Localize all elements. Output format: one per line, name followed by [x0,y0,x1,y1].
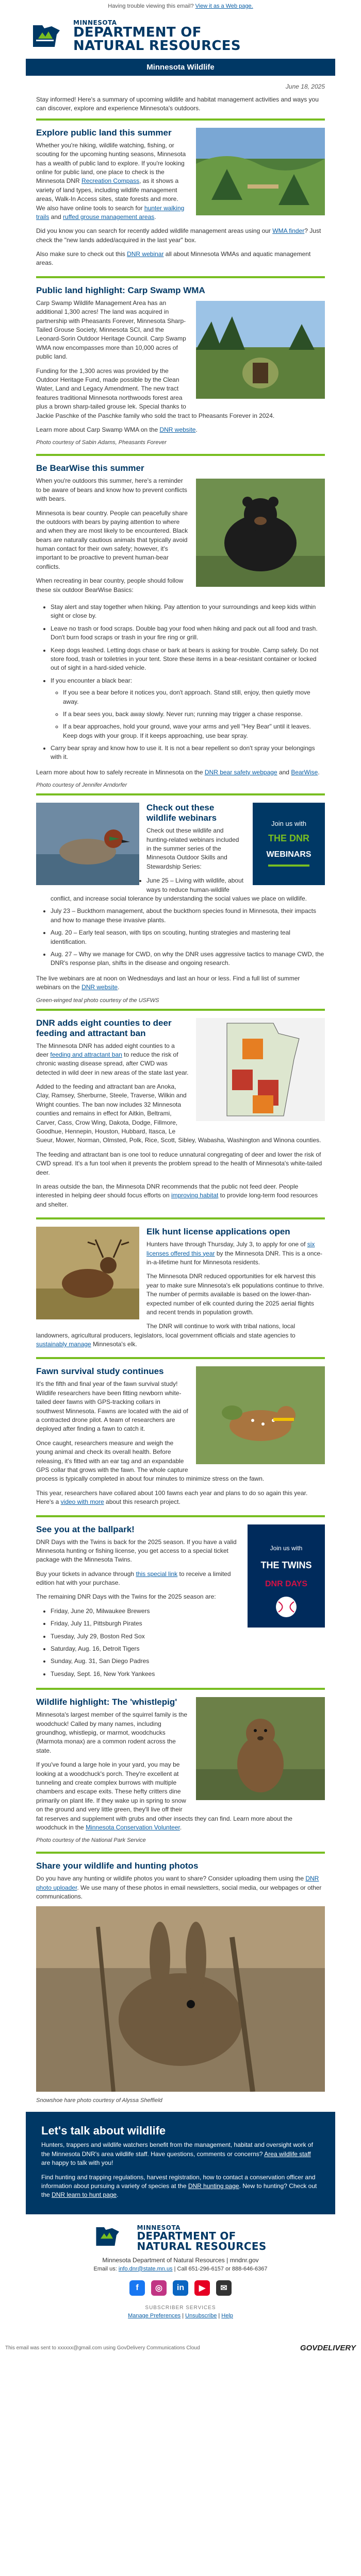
area-wildlife-staff-link[interactable]: Area wildlife staff [264,2150,311,2158]
text: In areas outside the ban, the Minnesota DNR recommends that the public not feed deer. People interested in helping deer should focus efforts on [36,1182,299,1199]
section-share-photos [36,1852,325,2104]
paragraph [36,227,325,245]
footer-org: Minnesota Department of Natural Resources | mndnr.gov [102,2256,259,2264]
snowshoe-hare-photo [36,1906,325,2094]
list-item: • Keep dogs leashed. Letting dogs chase or bark at bears is asking for trouble. Camp safely. Do not store food, trash or toiletries in your tent. Store these items in a bear-resistant container or locked out of sight in a hard-sided vehicle. [51,646,325,673]
list-item: • Tuesday, July 29, Boston Red Sox [51,1632,325,1641]
photo-uploader-link[interactable]: DNR photo uploader [36,1875,319,1891]
section-ballpark [36,1515,325,1685]
list-item: • Tuesday, Sept. 16, New York Yankees [51,1670,325,1679]
text: , as it shows a variety of land types, including wildlife management areas, Walk-In Access sites, state forests and more. We also have online tools to search for [36,177,179,212]
section-bearwise [36,454,325,788]
text: and [277,768,291,776]
paragraph [36,768,325,777]
facebook-icon[interactable]: f [129,2280,145,2296]
email-body [26,13,335,2340]
mn-state-logo-icon [31,23,67,49]
twins-promo[interactable] [248,1524,325,1630]
paragraph: When you're outdoors this summer, here's a reminder to be aware of bears and know how to prevent conflicts with bears. [36,477,187,503]
logo-line1: MINNESOTA [137,2224,181,2231]
dnr-hunting-page-link[interactable]: DNR hunting page [188,2182,239,2190]
manage-preferences-link[interactable]: Manage Preferences [128,2313,181,2319]
section-title: Explore public land this summer [36,127,172,138]
wma-finder-link[interactable]: WMA finder [272,227,305,235]
text: . [154,213,156,221]
photo-caption: Green-winged teal photo courtesy of the USFWS [36,997,159,1004]
footer-contact-line [26,2265,335,2274]
section-title: Be BearWise this summer [36,463,144,473]
paragraph: When recreating in bear country, people should follow these six outdoor BearWise Basics: [36,577,184,594]
section-deer-feeding [36,1009,325,1215]
twins-promo-line3: DNR DAYS [265,1579,308,1588]
text: This year, researchers have collared about 100 fawns each year and plans to do so again this year. Here's a [36,1489,308,1506]
paragraph [36,1322,325,1349]
mcv-link[interactable]: Minnesota Conservation Volunteer [86,1823,180,1831]
header-logo [26,13,335,59]
talk-about-wildlife [26,2112,335,2214]
bear-safety-link[interactable]: DNR bear safety webpage [204,768,277,776]
unsubscribe-link[interactable]: Unsubscribe [185,2313,217,2319]
text: . [195,426,198,433]
twins-ticket-link[interactable]: this special link [136,1570,178,1578]
text: Minnesota's elk. [91,1341,137,1348]
list-item: • Sunday, Aug. 31, San Diego Padres [51,1657,325,1666]
dnr-wordmark [73,20,241,53]
intro-text: Stay informed! Here's a summary of upcoming wildlife and habitat management activities and ways you can discover, explore and experience Minnesota's outdoors. [36,96,319,112]
text: The Minnesota DNR has added eight counties to a deer [36,1042,175,1058]
section-woodchuck [36,1688,325,1849]
help-link[interactable]: Help [221,2313,233,2319]
hunter-walking-trails-link[interactable]: hunter walking trails [36,204,185,221]
text: If you encounter a black bear: [51,676,133,684]
webinar-list [51,876,325,968]
logo-line3: NATURAL RESOURCES [73,38,241,54]
text: Email us: [93,2265,119,2272]
photo-caption: Snowshoe hare photo courtesy of Alyssa Sheffield [36,2097,162,2104]
paragraph: Minnesota is bear country. People can peacefully share the outdoors with bears by paying attention to where and when they are most likely to be encountered. Black bears are naturally cautious animals that typically avoid human contact for their own safety; however, it's important to be proactive to prevent human-bear conflicts. [36,509,188,570]
dnr-wordmark [137,2225,266,2251]
social-icons [26,2273,335,2303]
text: are happy to talk with you! [41,2159,113,2167]
text: Hunters have through Thursday, July 3, to apply for one of [146,1241,307,1248]
list-item [51,676,325,740]
section-title: Wildlife highlight: The 'whistlepig' [36,1697,177,1707]
elk-licenses-link[interactable]: six licenses offered this year [146,1241,315,1257]
text: The DNR will continue to work with tribal nations, local landowners, agricultural producers, legislators, local government officials and state agencies to [36,1323,296,1339]
paragraph: Once caught, researchers measure and weigh the young animal and check its overall health. Before releasing, it's fitted with an ear tag and an expandable GPS collar that grows with the fawn. The whole capture process is typically completed in about four minutes to minimize stress on the fawn. [36,1439,265,1483]
feeding-ban-link[interactable]: feeding and attractant ban [50,1050,122,1058]
text: . [179,1823,182,1831]
public-land-photo [196,128,325,218]
section-elk [36,1217,325,1354]
recreation-compass-link[interactable]: Recreation Compass [81,177,140,185]
promo-line: WEBINARS [266,850,311,859]
text: Learn more about Carp Swamp WMA on the [36,426,160,433]
view-web-link[interactable]: View it as a Web page. [195,3,253,9]
paragraph: The Minnesota DNR reduced opportunities for elk harvest this year to make sure Minnesota's elk populations continue to thrive. The number of permits available is based on the lower-than-expected number of elk counted during the 2025 aerial flights and recent trends in population growth. [146,1273,324,1316]
text: Buy your tickets in advance through [36,1570,136,1578]
learn-to-hunt-link[interactable]: DNR learn to hunt page [52,2191,117,2199]
list-item: • Saturday, Aug. 16, Detroit Tigers [51,1645,325,1653]
bearwise-list [51,603,325,762]
sustainably-manage-link[interactable]: sustainably manage [36,1341,91,1348]
paragraph [36,1182,325,1209]
text: Hunters, trappers and wildlife watchers benefit from the management, habitat and oversight work of the Minnesota DNR's area wildlife staff. Have questions, comments or concerns? [41,2141,313,2158]
govdelivery-logo: GOVDELIVERY [300,2344,356,2353]
promo-sub: THE DNR [268,833,309,844]
text: all about Minnesota WMAs and aquatic management areas. [36,250,311,267]
text: . New to hunting? Check out the [41,2182,317,2199]
preheader [0,0,361,13]
paragraph: The remaining DNR Days with the Twins for the 2025 season are: [36,1593,216,1601]
text: Whether you're hiking, wildlife watching, fishing, or scouting for the upcoming hunting seasons, Minnesota has a wealth of public land to explore. If you're looking online for public land, one place to check is the Minnesota DNR [36,141,186,185]
paragraph: Minnesota's largest member of the squirrel family is the woodchuck! Called by many names, including groundhog, whistlepig, or marmot, woodchucks (Marmota monax) are a common rodent across the state. [36,1711,188,1754]
youtube-icon[interactable]: ▶ [194,2280,210,2296]
ruffed-grouse-areas-link[interactable]: ruffed grouse management areas [63,213,155,221]
mn-state-logo-icon [94,2225,130,2251]
text: Did you know you can search for recently added wildlife management areas using our [36,227,273,235]
list-item: ◦ If you see a bear before it notices you, don't approach. Stand still, enjoy, then quietly move away. [63,688,325,706]
text: . [117,2191,119,2199]
paragraph [36,1874,325,1901]
text: . [118,984,120,991]
list-item: • Stay alert and stay together when hiking. Pay attention to your surroundings and keep kids within sight or close by. [51,603,325,621]
list-item: ◦ If a bear sees you, back away slowly. Never run; running may trigger a chase response. [63,710,325,719]
list-item: • Carry bear spray and know how to use it. It is not a bear repellent so don't spray your belongings with it. [51,744,325,762]
list-item: • Aug. 20 – Early teal season, with tips on scouting, hunting strategies and mastering teal identification. [51,928,325,946]
paragraph: Check out these wildlife and hunting-related webinars included in the summer series of the Minnesota Outdoor Skills and Stewardship Series: [146,827,239,870]
section-fawn-study [36,1357,325,1512]
photo-caption: Photo courtesy of the National Park Service [36,1837,146,1844]
issue-date: June 18, 2025 [285,83,325,90]
main-content [26,76,335,2104]
bottom-bar [0,2340,361,2361]
list-item: • July 23 – Buckthorn management, about the buckthorn species found in Minnesota, their impacts and how to manage these invasive plants. [51,907,325,925]
list-item: • Leave no trash or food scraps. Double bag your food when hiking and pack out all food and trash. Don't burn food scraps or trash in your fire ring or grill. [51,624,325,642]
twins-promo-line2: THE TWINS [260,1560,312,1570]
text: The live webinars are at noon on Wednesdays and last an hour or less. Find a full list of summer webinars on the [36,974,300,991]
section-public-land [36,118,325,273]
logo-line3: NATURAL RESOURCES [137,2240,267,2252]
list-item: • Aug. 27 – Why we manage for CWD, on why the DNR uses aggressive tactics to manage CWD, the DNR's response plan, shifts in the disease and ongoing research. [51,950,325,968]
webinars-dnr-link[interactable]: DNR website [81,984,118,991]
instagram-icon[interactable]: ◎ [151,2280,167,2296]
section-webinars [36,793,325,1003]
deer-feeding-map [196,1018,325,1124]
paragraph: The feeding and attractant ban is one tool to reduce unnatural congregating of deer and lower the risk of CWD spread. It's a fun tool when it prevents the problem spread to the health of Minnesota's white-tailed deer. [36,1150,322,1176]
subscriber-services-label: SUBSCRIBER SERVICES [145,2305,216,2311]
bearwise-link[interactable]: BearWise [291,768,318,776]
text: Also make sure to check out this [36,250,127,258]
bear-photo [196,479,325,589]
newsletter-title: Minnesota Wildlife [26,59,335,76]
email-icon[interactable]: ✉ [216,2280,232,2296]
text: by the Minnesota DNR. This is a once-in-a-lifetime hunt for Minnesota residents. [146,1249,323,1266]
section-title: Elk hunt license applications open [146,1227,290,1237]
woodchuck-photo [196,1697,325,1803]
webinar-promo[interactable] [253,803,325,888]
paragraph: Funding for the 1,300 acres was provided by the Outdoor Heritage Fund, made possible by the Clean Water, Land and Legacy Amendment. The new tract features traditional Minnesota northwoods forest area plus a brown sharp-tailed grouse lek. Special thanks to Jackie Paschke of the Paschke family who sold the tract to Pheasants Forever in 2024. [36,367,275,419]
text: to provide long-term food resources and shelter. [36,1192,318,1208]
section-title: DNR adds eight counties to deer feeding and attractant ban [36,1018,172,1038]
list-item: • June 25 – Living with wildlife, about ways to reduce human-wildlife conflict, and increase social tolerance by understanding the social values we place on wildlife. [51,876,325,903]
paragraph [36,1489,325,1507]
text: Learn more about how to safely recreate in Minnesota on the [36,768,205,776]
paragraph [41,2173,320,2200]
photo-caption: Photo courtesy of Sabin Adams, Pheasants Forever [36,439,167,446]
email-link[interactable]: info.dnr@state.mn.us [118,2265,173,2272]
dnr-webinar-link[interactable]: DNR webinar [127,250,164,258]
text: about this research project. [104,1498,180,1506]
section-title: Public land highlight: Carp Swamp WMA [36,285,205,295]
text: . We use many of these photos in email newsletters, social media, our webpages or other communications. [36,1884,322,1901]
footer-contact [26,2256,335,2274]
improving-habitat-link[interactable]: improving habitat [171,1192,219,1199]
text: and [49,213,63,221]
logo-line2: DEPARTMENT OF [73,25,202,40]
section-carp-swamp [36,276,325,451]
fawn-video-link[interactable]: video with more [60,1498,104,1506]
text: to reduce the risk of chronic wasting disease spread, after CWD was detected in wild deer in new areas of the state last year. [36,1050,189,1076]
text: | Call 651-296-6157 or 888-646-6367 [172,2265,268,2272]
text: to receive a limited edition hat with your purchase. [36,1570,231,1587]
carp-swamp-photo [196,301,325,401]
paragraph: Added to the feeding and attractant ban are Anoka, Clay, Ramsey, Sherburne, Steele, Traverse, Wilkin and Wright counties. The ban now includes 32 Minnesota counties and remains in effect for Aitkin, Beltrami, Carver, Cass, Crow Wing, Dakota, Dodge, Fillmore, Goodhue, Hennepin, Houston, Hubbard, Itasca, Le Sueur, Mower, Norman, Olmsted, Polk, Rice, Scott, Sibley, Wabasha, Washington and Winona counties. [36,1083,321,1144]
text: Find hunting and trapping regulations, harvest registration, how to contact a conservation officer and information about pursuing a variety of species at the [41,2173,316,2190]
twins-promo-line1: Join us with [270,1544,303,1552]
paragraph [36,250,325,268]
text: ? Just check the "new lands added/acquired in the last year" box. [36,227,321,244]
photo-caption: Photo courtesy of Jennifer Arndorfer [36,782,127,789]
sent-to-text: This email was sent to xxxxxx@gmail.com using GovDelivery Communications Cloud [5,2345,200,2351]
list-item: • Friday, June 20, Milwaukee Brewers [51,1607,325,1616]
text: Do you have any hunting or wildlife photos you want to share? Consider uploading them using the [36,1875,306,1883]
linkedin-icon[interactable]: in [173,2280,188,2296]
list-item: • Friday, July 11, Pittsburgh Pirates [51,1619,325,1628]
paragraph [41,2141,320,2167]
promo-title: Join us with [271,820,306,828]
section-title: Check out these wildlife webinars [146,803,217,823]
paragraph: DNR Days with the Twins is back for the 2025 season. If you have a valid Minnesota hunting or fishing license, you get access to a special ticket package with the Minnesota Twins. [36,1538,237,1564]
paragraph [36,974,325,992]
section-title: See you at the ballpark! [36,1524,135,1534]
teal-photo [36,803,139,888]
carp-swamp-dnr-link[interactable]: DNR website [159,426,196,433]
preheader-text: Having trouble viewing this email? [108,3,194,9]
paragraph [36,426,325,434]
paragraph: Carp Swamp Wildlife Management Area has an additional 1,300 acres! The land was acquired in partnership with Pheasants Forever, Minnesota Sharp-Tailed Grouse Society, Minnesota SCI, and the Leonard-Sorin Outdoor Heritage Council. Carp Swamp WMA now encompasses more than 10,000 acres of public land. [36,299,186,361]
fawn-photo [196,1366,325,1467]
footer-logo [26,2214,335,2256]
elk-photo [36,1227,139,1322]
paragraph: It's the fifth and final year of the fawn survival study! Wildlife researchers have been fitting newborn white-tailed deer fawns with GPS-tracking collars in southwest Minnesota. Fawns are located with the aid of a contracted drone pilot. A team of researchers are deployed after finding a fawn to catch it. [36,1380,188,1433]
section-title: Fawn survival study continues [36,1366,164,1377]
text: . [318,768,320,776]
list-item: ◦ If a bear approaches, hold your ground, wave your arms and yell "Hey Bear" until it leaves. Keep dogs with your group. If it keeps approaching, use bear spray. [63,722,325,740]
text: If you've found a large hole in your yard, you may be looking at a woodchuck's porch. They're excellent at tunneling and create complex burrows with multiple chambers and escape exits. These hefty critters dine primarily on plant life. If they wake up in spring to snow on the ground and very little green, they'll live off their fat reserves and supplement with grubs and other insects they can find. Learn more about the woodchuck in the [36,1761,292,1831]
subscriber-links: Manage Preferences | Unsubscribe | Help [128,2313,233,2319]
talk-title: Let's talk about wildlife [41,2124,166,2138]
section-title: Share your wildlife and hunting photos [36,1861,199,1871]
sub-list [63,688,325,740]
logo-line1: MINNESOTA [73,19,117,26]
logo-line2: DEPARTMENT OF [137,2229,236,2242]
